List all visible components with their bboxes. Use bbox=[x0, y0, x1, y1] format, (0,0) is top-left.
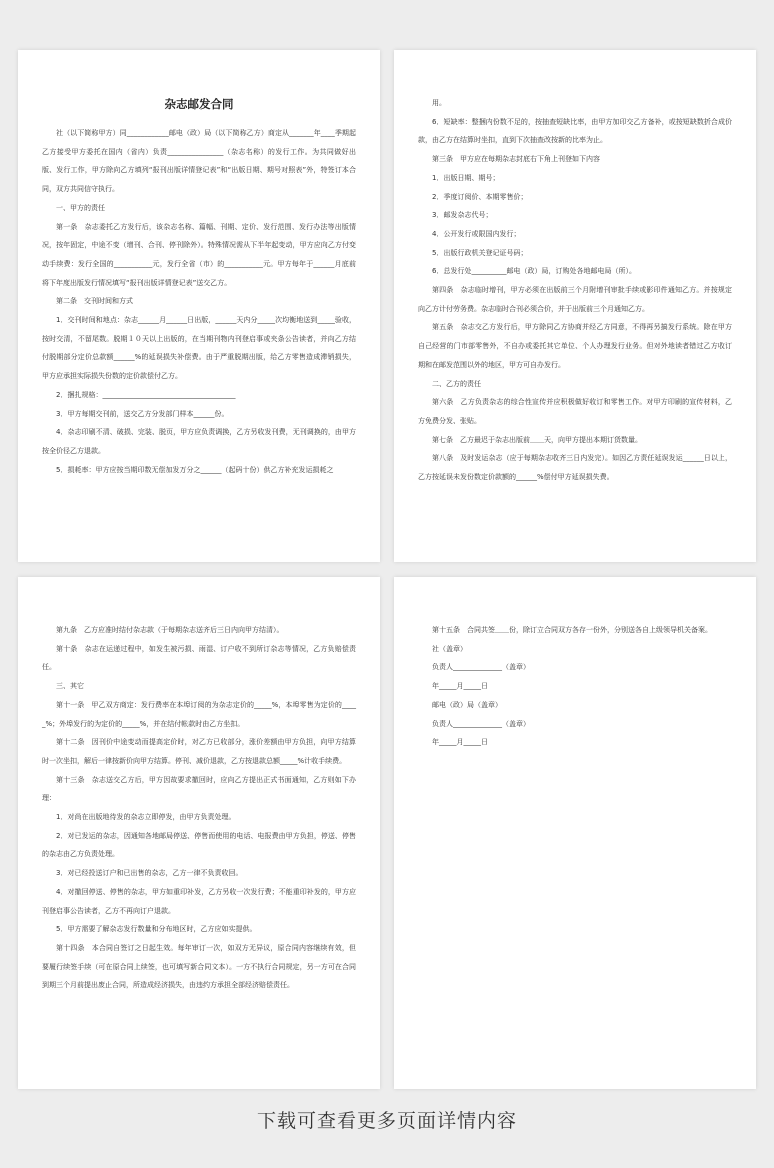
paragraph: 6．短缺率：整捆内份数不足的，按抽查短缺比率，由甲方加印交乙方备补，或按短缺数折合成价款，由乙方在结算时坐扣，直到下次抽查改按新的比率为止。 bbox=[418, 117, 732, 145]
paragraph: 4．杂志印刷不清、破损、完装、脱页，甲方应负责调换，乙方另收发刊费，无刊调换的，由甲方按全价径乙方退款。 bbox=[42, 428, 356, 455]
list-item: 3．邮发杂志代号； bbox=[432, 211, 493, 220]
paragraph: 第一条 杂志委托乙方发行后，该杂志名称、篇幅、刊期、定价、发行范围、发行办法等出版情况，按年固定，中途不变（增刊、合刊、停刊除外）。特殊情况需从下半年起变动，甲方应向乙方付变动手续费：发行全国的___________元，发行全省（市）的___________元。甲方每年于______月底前将下年度出版发行情况填写“报刊出版详情登记表”送交乙方。 bbox=[42, 222, 356, 287]
paragraph: 第八条 及时发运杂志（应于每期杂志收齐三日内发完）。如因乙方责任延误发运______日以上，乙方按延误未发份数定价款额的______%偿付甲方延误损失费。 bbox=[418, 454, 732, 482]
date-line: 年_____月_____日 bbox=[432, 682, 488, 691]
paragraph: 第十二条 因刊价中途变动而提高定价时，对乙方已收部分，涨价差额由甲方负担，向甲方结算时一次坐扣，解后一律按新价向甲方结算。停刊、减价退款，乙方按退款总额_____%计收手续费。 bbox=[42, 738, 356, 765]
contract-title: 杂志邮发合同 bbox=[164, 97, 234, 111]
list-item: 5．甲方需要了解杂志发行数量和分布地区时，乙方应如实提供。 bbox=[56, 925, 257, 934]
list-item: 5．出版行政机关登记证号码； bbox=[432, 248, 528, 257]
list-item: 1．出版日期、期号； bbox=[432, 173, 500, 182]
paragraph: 1．交刊时间和地点：杂志______月______日出版，______天内分_____次均衡地送到_____验收，按时交清，不留尾数。脱期１０天以上出版的，在当期刊物内刊登启事或夹条公告读者，并向乙方结付脱期部分定价总款额______%的延误损失补偿费。由于严重脱期出版，给乙方零售造成滞销损失，甲方应承担实际损失份数的定价款偿付乙方。 bbox=[42, 316, 356, 381]
list-item: 4．对撤回停送、停售的杂志，甲方如重印补发，乙方另收一次发行费；不能重印补发的，甲方应刊登启事公告读者，乙方不再向订户退款。 bbox=[42, 887, 356, 915]
paragraph: 社（以下简称甲方）同____________邮电（政）局（以下简称乙方）商定从_______年____季期起乙方接受甲方委托在国内（省内）负责________________（杂志名称）的发行工作。为共同做好出版、发行工作，甲方除向乙方填列“报刊出版详情登记表”和“出版日期、期号对照表”外，特签订本合同，双方共同信守执行。 bbox=[42, 129, 356, 194]
document-page-2 bbox=[394, 50, 756, 562]
section-heading: 三、其它 bbox=[56, 682, 84, 691]
paragraph: 第二条 交刊时间和方式 bbox=[56, 297, 133, 306]
paragraph: 第十三条 杂志送交乙方后，甲方因故要求撤回时，应向乙方提出正式书面通知，乙方则如下办理： bbox=[42, 775, 356, 803]
signature-line: 邮电（政）局（盖章） bbox=[432, 700, 502, 709]
paragraph: 第十一条 甲乙双方商定：发行费率在本埠订阅的为杂志定价的_____%，本埠零售为定价的_____%；外埠发行的为定价的_____%，并在结付帐款时由乙方坐扣。 bbox=[42, 700, 356, 728]
signature-line: 负责人______________（盖章） bbox=[432, 663, 530, 672]
document-page-4 bbox=[394, 577, 756, 1089]
date-line: 年_____月_____日 bbox=[432, 738, 488, 747]
paragraph: 2．捆扎规格：______________________________________ bbox=[56, 390, 236, 399]
signature-line: 社（盖章） bbox=[432, 644, 467, 653]
paragraph: 第七条 乙方最迟于杂志出版前＿＿天，向甲方提出本期订货数量。 bbox=[432, 435, 642, 444]
paragraph: 5．损耗率：甲方应按当期印数无偿加发万分之______（起码十份）供乙方补充发运损耗之 bbox=[56, 465, 334, 474]
paragraph: 第三条 甲方应在每期杂志封底右下角上刊登如下内容 bbox=[432, 155, 600, 164]
section-heading: 二、乙方的责任 bbox=[432, 379, 481, 388]
list-item: 6．总发行处__________邮电（政）局，订购处各地邮电局（所）。 bbox=[432, 267, 636, 276]
signature-line: 负责人______________（盖章） bbox=[432, 719, 530, 728]
list-item: 4．公开发行或限国内发行； bbox=[432, 229, 521, 238]
paragraph: 3．甲方每期交刊前，送交乙方分发部门样本______份。 bbox=[56, 409, 229, 418]
paragraph: 用。 bbox=[432, 99, 446, 107]
paragraph: 第四条 杂志临时增刊，甲方必须在出版前三个月附增刊审批手续或影印件通知乙方。并按规定向乙方计付劳务费。杂志临时合刊必须合价，并于出版前三个月通知乙方。 bbox=[418, 286, 732, 313]
list-item: 2．季度订阅价、本期零售价； bbox=[432, 192, 528, 201]
list-item: 1．对尚在出版地待发的杂志立即停发，由甲方负责处理。 bbox=[56, 813, 236, 822]
paragraph: 第十条 杂志在运递过程中，如发生被污损、雨湿、订户收不到所订杂志等情况，乙方负赔偿责任。 bbox=[42, 644, 356, 672]
paragraph: 第六条 乙方负责杂志的综合性宣传并应积极做好收订和零售工作。对甲方印刷的宣传材料，乙方免费分发、张贴。 bbox=[418, 398, 732, 425]
download-caption: 下载可查看更多页面详情内容 bbox=[256, 1110, 517, 1132]
paragraph: 第十五条 合同共签＿＿份，除订立合同双方各存一份外，分别送各自上级领导机关备案。 bbox=[432, 626, 712, 634]
paragraph: 第五条 杂志交乙方发行后，甲方除同乙方协商并经乙方同意，不得再另搞发行系统。除在甲方自己经营的门市部零售外，不自办或委托其它单位、个人办理发行业务。但对外地读者错过乙方收订期和在邮发范围以外的地区，甲方可自办发行。 bbox=[418, 323, 732, 369]
list-item: 2．对已发运的杂志，因通知各地邮局停送、停售而使用的电话、电报费由甲方负担，停送、停售的杂志由乙方负责处理。 bbox=[42, 831, 356, 859]
section-heading: 一、甲方的责任 bbox=[56, 203, 105, 212]
paragraph: 第九条 乙方应准时结付杂志款（于每期杂志送齐后三日内向甲方结清）。 bbox=[56, 626, 284, 634]
paragraph: 第十四条 本合同自签订之日起生效。每年审订一次，如双方无异议，原合同内容继续有效，但要履行续签手续（可在原合同上续签，也可填写新合同文本）。一方不执行合同规定，另一方可在合同到期三个月前提出废止合同，所造成经济损失，由违约方承担全部经济赔偿责任。 bbox=[42, 943, 356, 990]
document-page-1 bbox=[18, 50, 380, 562]
document-page-3 bbox=[18, 577, 380, 1089]
list-item: 3．对已经投送订户和已出售的杂志，乙方一律不负责收回。 bbox=[56, 869, 243, 878]
